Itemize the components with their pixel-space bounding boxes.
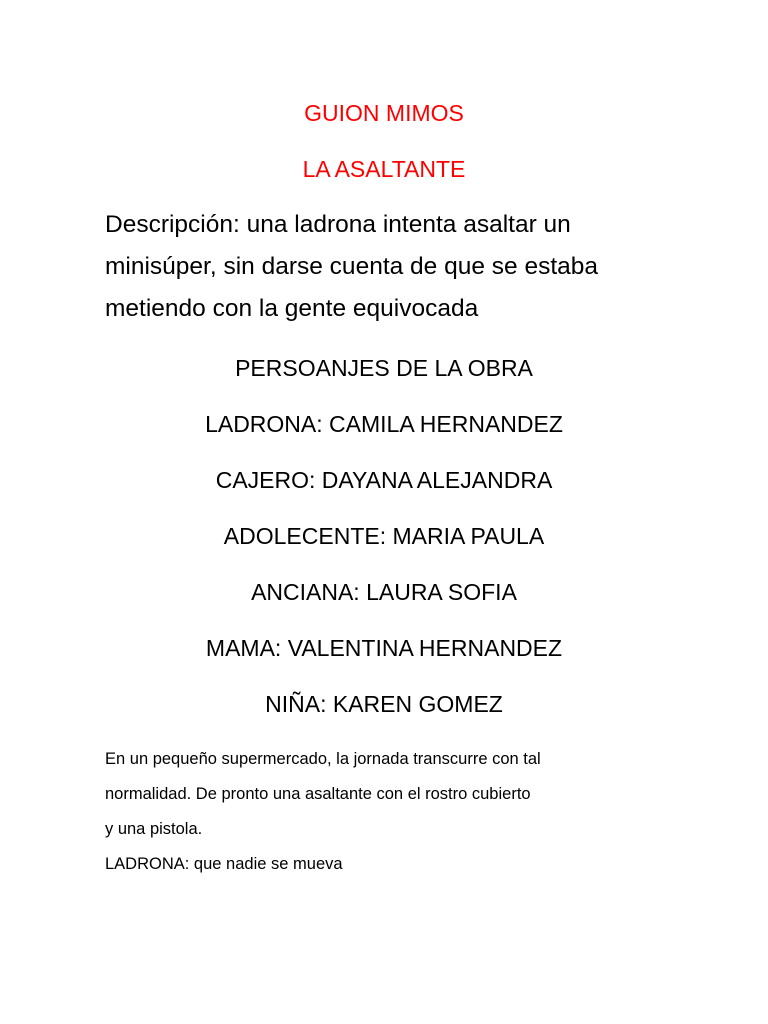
narration-line: y una pistola. — [105, 820, 203, 838]
cast-item: NIÑA: KAREN GOMEZ — [265, 691, 503, 717]
cast-item: MAMA: VALENTINA HERNANDEZ — [205, 635, 563, 661]
dialogue-line: LADRONA: que nadie se mueva — [105, 855, 343, 873]
cast-item: CAJERO: DAYANA ALEJANDRA — [215, 467, 553, 493]
description-line: minisúper, sin darse cuenta de que se estaba — [105, 253, 599, 280]
narration-paragraph — [105, 742, 705, 847]
cast-item: ANCIANA: LAURA SOFIA — [251, 579, 517, 605]
description-paragraph — [105, 204, 705, 330]
description-line: metiendo con la gente equivocada — [105, 295, 479, 322]
description-line: Descripción: una ladrona intenta asaltar un — [105, 211, 571, 238]
document-subtitle: LA ASALTANTE — [302, 156, 466, 182]
narration-line: En un pequeño supermercado, la jornada transcurre con tal — [105, 750, 541, 768]
document-title: GUION MIMOS — [304, 100, 464, 126]
cast-item: ADOLECENTE: MARIA PAULA — [223, 523, 545, 549]
cast-heading: PERSOANJES DE LA OBRA — [235, 355, 533, 381]
cast-item: LADRONA: CAMILA HERNANDEZ — [205, 411, 563, 437]
narration-line: normalidad. De pronto una asaltante con el rostro cubierto — [105, 785, 531, 803]
